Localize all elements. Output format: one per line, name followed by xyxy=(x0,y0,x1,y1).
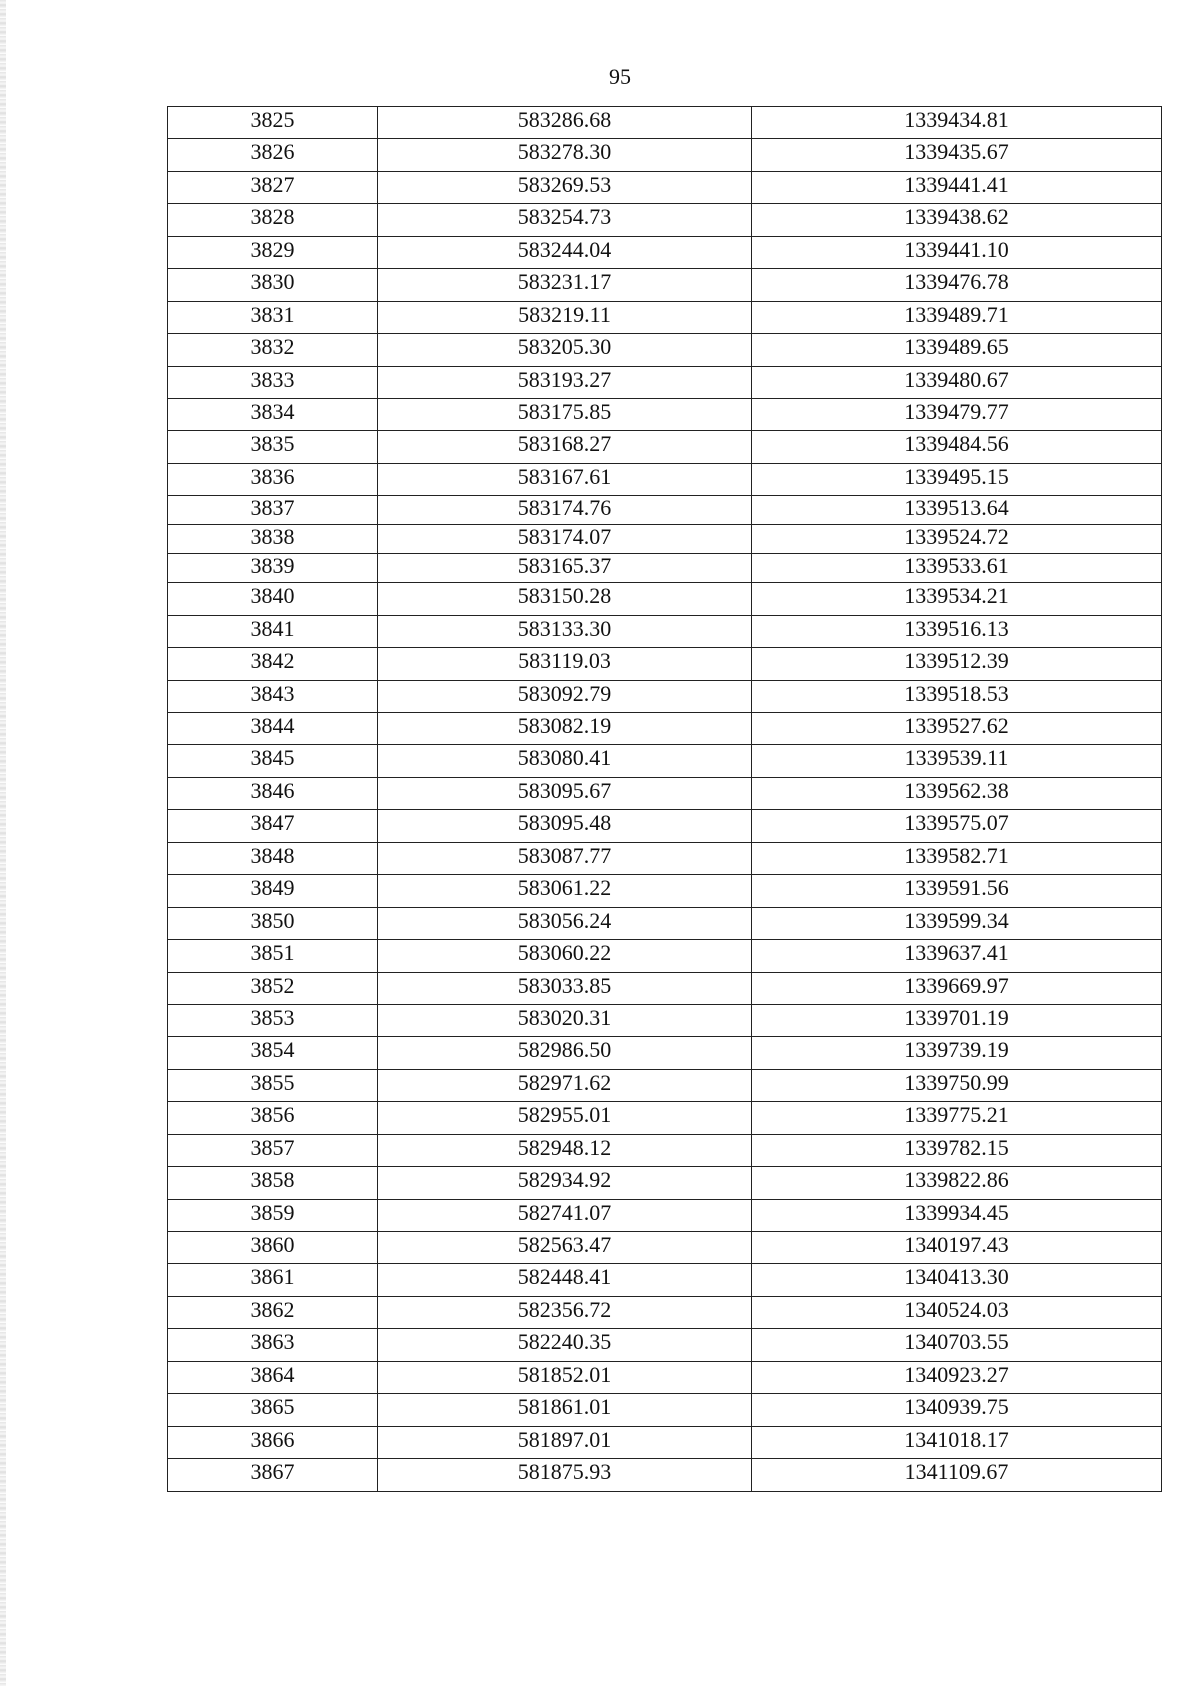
x-coordinate-cell: 583056.24 xyxy=(378,907,752,939)
table-row xyxy=(168,1069,1162,1101)
table-row xyxy=(168,301,1162,333)
table-row xyxy=(168,648,1162,680)
table-row xyxy=(168,1296,1162,1328)
x-coordinate-cell: 583286.68 xyxy=(378,107,752,139)
point-number-cell: 3851 xyxy=(168,940,378,972)
y-coordinate-cell: 1341018.17 xyxy=(752,1426,1162,1458)
point-number-cell: 3847 xyxy=(168,810,378,842)
y-coordinate-cell: 1339484.56 xyxy=(752,431,1162,463)
x-coordinate-cell: 583269.53 xyxy=(378,171,752,203)
y-coordinate-cell: 1339527.62 xyxy=(752,713,1162,745)
point-number-cell: 3825 xyxy=(168,107,378,139)
coordinates-table xyxy=(167,106,1162,1492)
x-coordinate-cell: 583095.67 xyxy=(378,777,752,809)
table-row xyxy=(168,842,1162,874)
table-row xyxy=(168,366,1162,398)
y-coordinate-cell: 1339782.15 xyxy=(752,1134,1162,1166)
table-row xyxy=(168,940,1162,972)
point-number-cell: 3866 xyxy=(168,1426,378,1458)
x-coordinate-cell: 583092.79 xyxy=(378,680,752,712)
table-row xyxy=(168,1361,1162,1393)
point-number-cell: 3861 xyxy=(168,1264,378,1296)
table-row xyxy=(168,1102,1162,1134)
y-coordinate-cell: 1339516.13 xyxy=(752,615,1162,647)
table-row xyxy=(168,236,1162,268)
y-coordinate-cell: 1339669.97 xyxy=(752,972,1162,1004)
x-coordinate-cell: 583231.17 xyxy=(378,269,752,301)
point-number-cell: 3832 xyxy=(168,334,378,366)
point-number-cell: 3853 xyxy=(168,1004,378,1036)
point-number-cell: 3850 xyxy=(168,907,378,939)
point-number-cell: 3830 xyxy=(168,269,378,301)
point-number-cell: 3859 xyxy=(168,1199,378,1231)
x-coordinate-cell: 583033.85 xyxy=(378,972,752,1004)
y-coordinate-cell: 1339441.10 xyxy=(752,236,1162,268)
table-row xyxy=(168,1426,1162,1458)
point-number-cell: 3860 xyxy=(168,1232,378,1264)
y-coordinate-cell: 1339739.19 xyxy=(752,1037,1162,1069)
coordinates-table-body xyxy=(168,107,1162,1492)
y-coordinate-cell: 1339539.11 xyxy=(752,745,1162,777)
x-coordinate-cell: 583082.19 xyxy=(378,713,752,745)
point-number-cell: 3855 xyxy=(168,1069,378,1101)
x-coordinate-cell: 582934.92 xyxy=(378,1167,752,1199)
point-number-cell: 3867 xyxy=(168,1459,378,1491)
point-number-cell: 3863 xyxy=(168,1329,378,1361)
x-coordinate-cell: 583165.37 xyxy=(378,554,752,583)
table-row xyxy=(168,810,1162,842)
point-number-cell: 3836 xyxy=(168,463,378,495)
x-coordinate-cell: 583087.77 xyxy=(378,842,752,874)
point-number-cell: 3834 xyxy=(168,398,378,430)
table-row xyxy=(168,139,1162,171)
table-row xyxy=(168,1037,1162,1069)
y-coordinate-cell: 1339518.53 xyxy=(752,680,1162,712)
point-number-cell: 3854 xyxy=(168,1037,378,1069)
point-number-cell: 3856 xyxy=(168,1102,378,1134)
point-number-cell: 3835 xyxy=(168,431,378,463)
page-number: 95 xyxy=(609,64,631,89)
y-coordinate-cell: 1339562.38 xyxy=(752,777,1162,809)
y-coordinate-cell: 1339435.67 xyxy=(752,139,1162,171)
y-coordinate-cell: 1340197.43 xyxy=(752,1232,1162,1264)
table-row xyxy=(168,398,1162,430)
x-coordinate-cell: 582448.41 xyxy=(378,1264,752,1296)
table-row xyxy=(168,713,1162,745)
y-coordinate-cell: 1339476.78 xyxy=(752,269,1162,301)
x-coordinate-cell: 583174.07 xyxy=(378,525,752,554)
x-coordinate-cell: 583254.73 xyxy=(378,204,752,236)
point-number-cell: 3839 xyxy=(168,554,378,583)
x-coordinate-cell: 583278.30 xyxy=(378,139,752,171)
y-coordinate-cell: 1339441.41 xyxy=(752,171,1162,203)
y-coordinate-cell: 1339495.15 xyxy=(752,463,1162,495)
table-row xyxy=(168,615,1162,647)
x-coordinate-cell: 583133.30 xyxy=(378,615,752,647)
y-coordinate-cell: 1340923.27 xyxy=(752,1361,1162,1393)
table-row xyxy=(168,972,1162,1004)
point-number-cell: 3838 xyxy=(168,525,378,554)
x-coordinate-cell: 583205.30 xyxy=(378,334,752,366)
y-coordinate-cell: 1340524.03 xyxy=(752,1296,1162,1328)
point-number-cell: 3843 xyxy=(168,680,378,712)
y-coordinate-cell: 1340939.75 xyxy=(752,1394,1162,1426)
x-coordinate-cell: 583060.22 xyxy=(378,940,752,972)
scan-edge xyxy=(0,0,6,1686)
y-coordinate-cell: 1339582.71 xyxy=(752,842,1162,874)
table-row xyxy=(168,745,1162,777)
y-coordinate-cell: 1339524.72 xyxy=(752,525,1162,554)
x-coordinate-cell: 582356.72 xyxy=(378,1296,752,1328)
point-number-cell: 3849 xyxy=(168,875,378,907)
point-number-cell: 3864 xyxy=(168,1361,378,1393)
table-row xyxy=(168,269,1162,301)
point-number-cell: 3841 xyxy=(168,615,378,647)
y-coordinate-cell: 1339775.21 xyxy=(752,1102,1162,1134)
point-number-cell: 3852 xyxy=(168,972,378,1004)
table-row xyxy=(168,1459,1162,1491)
x-coordinate-cell: 583119.03 xyxy=(378,648,752,680)
y-coordinate-cell: 1339533.61 xyxy=(752,554,1162,583)
point-number-cell: 3831 xyxy=(168,301,378,333)
x-coordinate-cell: 583020.31 xyxy=(378,1004,752,1036)
table-row xyxy=(168,1134,1162,1166)
y-coordinate-cell: 1339434.81 xyxy=(752,107,1162,139)
point-number-cell: 3846 xyxy=(168,777,378,809)
y-coordinate-cell: 1339701.19 xyxy=(752,1004,1162,1036)
table-row xyxy=(168,1394,1162,1426)
y-coordinate-cell: 1339438.62 xyxy=(752,204,1162,236)
point-number-cell: 3862 xyxy=(168,1296,378,1328)
x-coordinate-cell: 583219.11 xyxy=(378,301,752,333)
x-coordinate-cell: 583174.76 xyxy=(378,496,752,525)
table-row xyxy=(168,1264,1162,1296)
x-coordinate-cell: 583244.04 xyxy=(378,236,752,268)
y-coordinate-cell: 1339591.56 xyxy=(752,875,1162,907)
y-coordinate-cell: 1339479.77 xyxy=(752,398,1162,430)
point-number-cell: 3857 xyxy=(168,1134,378,1166)
y-coordinate-cell: 1339489.71 xyxy=(752,301,1162,333)
x-coordinate-cell: 582741.07 xyxy=(378,1199,752,1231)
point-number-cell: 3826 xyxy=(168,139,378,171)
x-coordinate-cell: 581852.01 xyxy=(378,1361,752,1393)
point-number-cell: 3842 xyxy=(168,648,378,680)
y-coordinate-cell: 1339822.86 xyxy=(752,1167,1162,1199)
x-coordinate-cell: 583150.28 xyxy=(378,583,752,615)
table-row xyxy=(168,334,1162,366)
point-number-cell: 3848 xyxy=(168,842,378,874)
y-coordinate-cell: 1341109.67 xyxy=(752,1459,1162,1491)
table-row xyxy=(168,1167,1162,1199)
point-number-cell: 3845 xyxy=(168,745,378,777)
x-coordinate-cell: 582563.47 xyxy=(378,1232,752,1264)
y-coordinate-cell: 1339513.64 xyxy=(752,496,1162,525)
table-row xyxy=(168,431,1162,463)
x-coordinate-cell: 582240.35 xyxy=(378,1329,752,1361)
point-number-cell: 3865 xyxy=(168,1394,378,1426)
x-coordinate-cell: 583167.61 xyxy=(378,463,752,495)
x-coordinate-cell: 583168.27 xyxy=(378,431,752,463)
table-row xyxy=(168,680,1162,712)
x-coordinate-cell: 583095.48 xyxy=(378,810,752,842)
table-row xyxy=(168,583,1162,615)
y-coordinate-cell: 1339575.07 xyxy=(752,810,1162,842)
table-row xyxy=(168,496,1162,525)
x-coordinate-cell: 581875.93 xyxy=(378,1459,752,1491)
point-number-cell: 3833 xyxy=(168,366,378,398)
y-coordinate-cell: 1339637.41 xyxy=(752,940,1162,972)
x-coordinate-cell: 583175.85 xyxy=(378,398,752,430)
point-number-cell: 3828 xyxy=(168,204,378,236)
table-row xyxy=(168,107,1162,139)
x-coordinate-cell: 581861.01 xyxy=(378,1394,752,1426)
table-row xyxy=(168,1329,1162,1361)
x-coordinate-cell: 583193.27 xyxy=(378,366,752,398)
table-row xyxy=(168,875,1162,907)
table-row xyxy=(168,171,1162,203)
y-coordinate-cell: 1339512.39 xyxy=(752,648,1162,680)
table-row xyxy=(168,204,1162,236)
y-coordinate-cell: 1339750.99 xyxy=(752,1069,1162,1101)
point-number-cell: 3829 xyxy=(168,236,378,268)
table-row xyxy=(168,1199,1162,1231)
y-coordinate-cell: 1339480.67 xyxy=(752,366,1162,398)
y-coordinate-cell: 1340413.30 xyxy=(752,1264,1162,1296)
point-number-cell: 3858 xyxy=(168,1167,378,1199)
x-coordinate-cell: 582971.62 xyxy=(378,1069,752,1101)
table-row xyxy=(168,463,1162,495)
x-coordinate-cell: 582948.12 xyxy=(378,1134,752,1166)
x-coordinate-cell: 583080.41 xyxy=(378,745,752,777)
point-number-cell: 3827 xyxy=(168,171,378,203)
y-coordinate-cell: 1339534.21 xyxy=(752,583,1162,615)
x-coordinate-cell: 581897.01 xyxy=(378,1426,752,1458)
table-row xyxy=(168,554,1162,583)
point-number-cell: 3844 xyxy=(168,713,378,745)
x-coordinate-cell: 582986.50 xyxy=(378,1037,752,1069)
y-coordinate-cell: 1340703.55 xyxy=(752,1329,1162,1361)
y-coordinate-cell: 1339934.45 xyxy=(752,1199,1162,1231)
x-coordinate-cell: 582955.01 xyxy=(378,1102,752,1134)
x-coordinate-cell: 583061.22 xyxy=(378,875,752,907)
table-row xyxy=(168,525,1162,554)
y-coordinate-cell: 1339599.34 xyxy=(752,907,1162,939)
table-row xyxy=(168,777,1162,809)
point-number-cell: 3840 xyxy=(168,583,378,615)
table-row xyxy=(168,1004,1162,1036)
table-row xyxy=(168,907,1162,939)
y-coordinate-cell: 1339489.65 xyxy=(752,334,1162,366)
table-row xyxy=(168,1232,1162,1264)
point-number-cell: 3837 xyxy=(168,496,378,525)
